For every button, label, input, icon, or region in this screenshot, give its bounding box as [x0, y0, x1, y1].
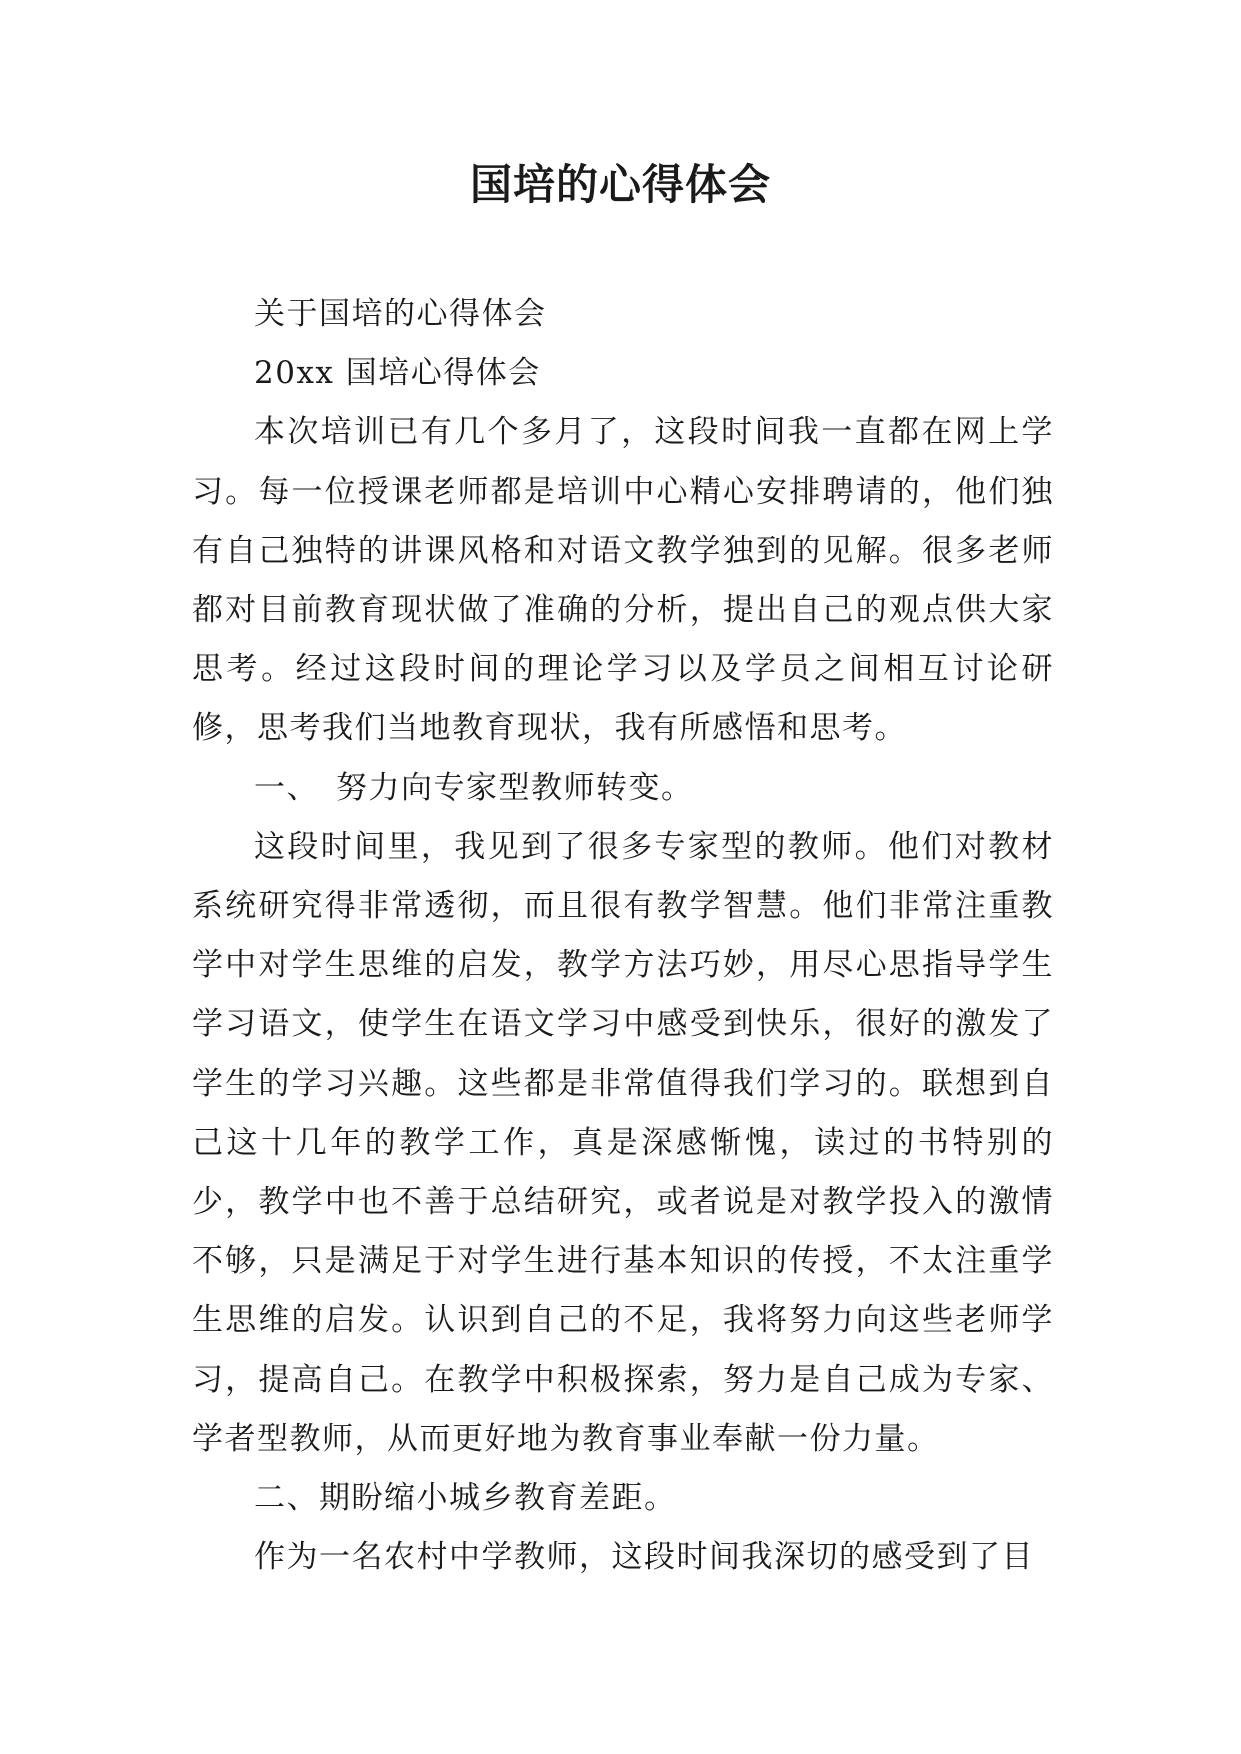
paragraph-section-1: 这段时间里，我见到了很多专家型的教师。他们对教材系统研究得非常透彻，而且很有教学智慧。他们非常注重教学中对学生思维的启发，教学方法巧妙，用尽心思指导学生学习语文，使学生在语文学习中感受到快乐，很好的激发了学生的学习兴趣。这些都是非常值得我们学习的。联想到自己这十几年的教学工作，真是深感惭愧，读过的书特别的少，教学中也不善于总结研究，或者说是对教学投入的激情不够，只是满足于对学生进行基本知识的传授，不太注重学生思维的启发。认识到自己的不足，我将努力向这些老师学习，提高自己。在教学中积极探索，努力是自己成为专家、学者型教师，从而更好地为教育事业奉献一份力量。 [192, 828, 1054, 1457]
section-heading-2: 二、期盼缩小城乡教育差距。 [254, 1480, 677, 1517]
paragraph-year-heading: 20xx 国培心得体会 [254, 355, 541, 392]
paragraph-subtitle: 关于国培的心得体会 [254, 296, 547, 332]
document-title: 国培的心得体会 [469, 160, 771, 209]
section-heading-1: 一、 努力向专家型教师转变。 [254, 769, 694, 806]
document-body [192, 285, 1054, 1587]
paragraph-intro: 本次培训已有几个多月了，这段时间我一直都在网上学习。每一位授课老师都是培训中心精心安排聘请的，他们独有自己独特的讲课风格和对语文教学独到的见解。很多老师都对目前教育现状做了准确的分析，提出自己的观点供大家思考。经过这段时间的理论学习以及学员之间相互讨论研修，思考我们当地教育现状，我有所感悟和思考。 [192, 414, 1054, 747]
paragraph-section-2: 作为一名农村中学教师，这段时间我深切的感受到了目 [254, 1539, 1034, 1576]
